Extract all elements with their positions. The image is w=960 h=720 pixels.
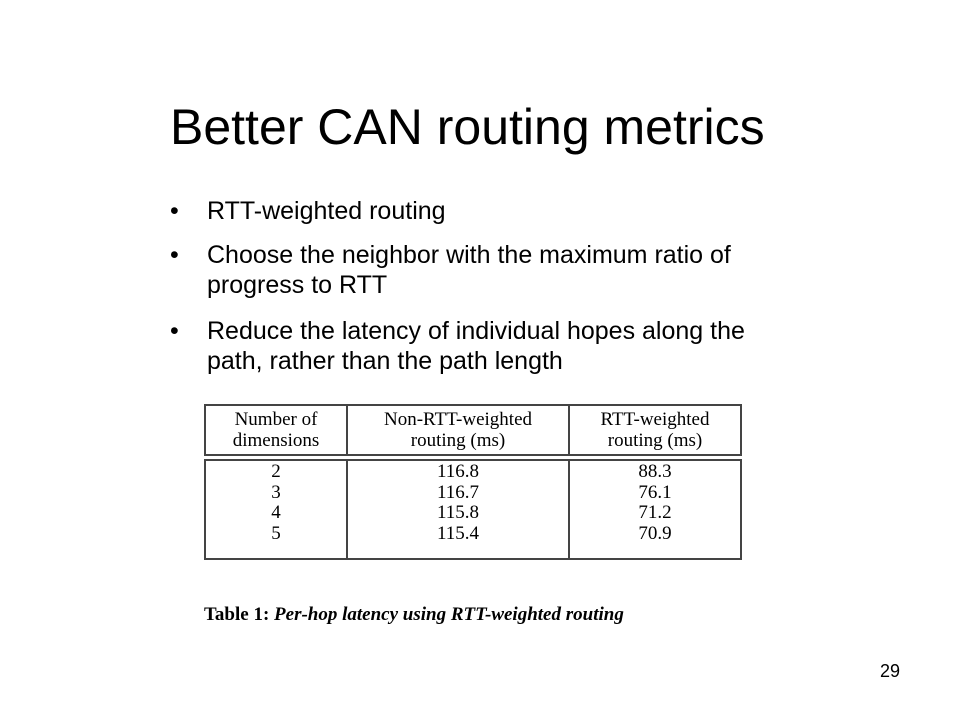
table-cell: 71.2 bbox=[638, 502, 672, 523]
table-cell: 70.9 bbox=[638, 522, 672, 544]
caption-text: Per-hop latency using RTT-weighted routing bbox=[274, 604, 624, 625]
bullet-dot: • bbox=[170, 317, 179, 345]
column-rtt bbox=[569, 460, 741, 559]
bullet-item bbox=[170, 196, 446, 226]
table-caption bbox=[204, 604, 624, 626]
column-dimensions bbox=[205, 460, 347, 559]
bullet-text: RTT-weighted routing bbox=[207, 197, 446, 225]
bullet-text: Choose the neighbor with the maximum ratio of progress to RTT bbox=[207, 241, 731, 299]
table-cell: 115.4 bbox=[436, 522, 480, 544]
table-cell: 115.8 bbox=[436, 502, 480, 523]
table-cell: 116.8 bbox=[436, 461, 480, 482]
column-non-rtt bbox=[347, 460, 569, 559]
page-number: 29 bbox=[880, 661, 901, 681]
table-body-row bbox=[205, 460, 741, 559]
table-cell: 116.7 bbox=[436, 481, 480, 503]
table-cell: 2 bbox=[271, 461, 281, 482]
header-rtt: RTT-weighted routing (ms) bbox=[569, 405, 741, 455]
table-cell: 88.3 bbox=[638, 461, 672, 482]
bullet-dot: • bbox=[170, 241, 179, 269]
table-cell: 3 bbox=[271, 481, 281, 503]
bullet-item bbox=[170, 316, 790, 376]
table-header-row bbox=[205, 405, 741, 455]
bullet-item bbox=[170, 240, 790, 300]
caption-label: Table 1: bbox=[204, 604, 270, 625]
table-cell: 5 bbox=[271, 522, 281, 544]
bullet-dot: • bbox=[170, 197, 179, 225]
header-dimensions: Number of dimensions bbox=[205, 405, 347, 455]
latency-table bbox=[204, 404, 744, 564]
header-non-rtt: Non-RTT-weighted routing (ms) bbox=[347, 405, 569, 455]
bullet-text: Reduce the latency of individual hopes along the path, rather than the path length bbox=[207, 317, 745, 375]
table-cell: 76.1 bbox=[638, 481, 672, 503]
table-cell: 4 bbox=[271, 502, 281, 523]
slide-title: Better CAN routing metrics bbox=[170, 99, 765, 155]
